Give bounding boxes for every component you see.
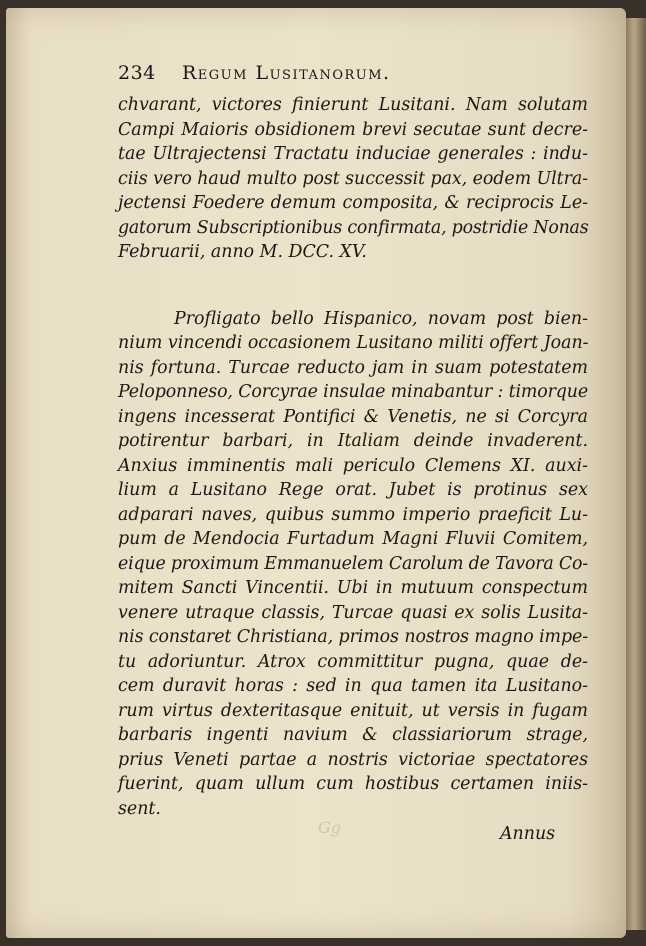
page-number: 234 [118,62,156,84]
text-line: sent. [118,798,161,819]
text-block [118,93,588,821]
paragraph-gap [118,265,588,307]
paragraph-2 [118,307,588,822]
catchword: Annus [500,824,556,844]
text-line: chvarant, victores finierunt Lusitani. Nam solutam [118,95,588,115]
text-line: ingens incesserat Pontifici & Venetis, ne si Corcyra [118,406,588,427]
text-line: Anxius imminentis mali periculo Clemens XI. auxi- [118,455,588,476]
running-title: Regum Lusitanorum. [182,62,391,84]
text-line: cem duravit horas : sed in qua tamen ita Lusitano- [118,676,588,696]
text-line: pum de Mendocia Furtadum Magni Fluvii Comitem, [118,529,588,549]
text-line: venere utraque classis, Turcae quasi ex solis Lusita- [118,602,588,623]
text-line: rum virtus dexteritasque enituit, ut versis in fugam [118,700,588,721]
text-line: potirentur barbari, in Italiam deinde invaderent. [118,431,588,451]
text-line: jectensi Foedere demum composita, & reciprocis Le- [118,193,588,213]
text-line: eique proximum Emmanuelem Carolum de Tavora Co- [118,553,588,574]
signature-mark: Gg [318,818,342,837]
text-line: nis constaret Christiana, primos nostros magno impe- [118,627,588,647]
text-line: gatorum Subscriptionibus confirmata, postridie Nonas [118,217,589,238]
text-line: nis fortuna. Turcae reducto jam in suam potestatem [118,357,588,378]
text-line: tae Ultrajectensi Tractatu induciae generales : indu- [118,144,588,164]
text-line: barbaris ingenti navium & classiariorum strage, [118,725,588,745]
text-line: adparari naves, quibus summo imperio praeficit Lu- [118,504,588,525]
paragraph-1 [118,93,588,265]
text-line: Februarii, anno M. DCC. XV. [118,242,367,262]
text-line: tu adoriuntur. Atrox committitur pugna, quae de- [118,651,588,672]
text-line: Profligato bello Hispanico, novam post bien- [174,308,588,329]
text-line: lium a Lusitano Rege orat. Jubet is protinus sex [118,480,588,500]
text-line: nium vincendi occasionem Lusitano militi offert Joan- [118,333,589,353]
text-line: fuerint, quam ullum cum hostibus certamen iniis- [118,774,588,794]
text-line: Peloponneso, Corcyrae insulae minabantur : timorque [118,382,589,402]
text-line: ciis vero haud multo post successit pax, eodem Ultra- [118,168,588,189]
text-line: prius Veneti partae a nostris victoriae spectatores [118,749,588,770]
running-head [118,62,588,92]
text-line: Campi Maioris obsidionem brevi secutae sunt decre- [118,119,588,140]
text-line: mitem Sancti Vincentii. Ubi in mutuum conspectum [118,578,588,598]
page-edge [626,18,646,930]
